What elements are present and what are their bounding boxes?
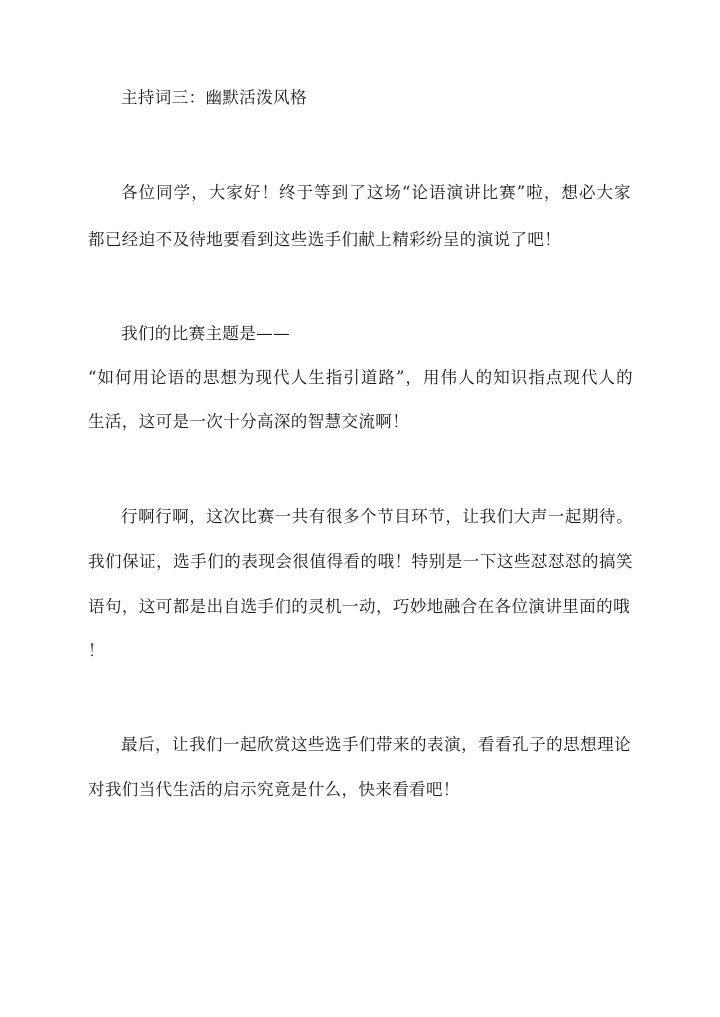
paragraph-line: 语句，这可都是出自选手们的灵机一动，巧妙地融合在各位演讲里面的哦 — [88, 597, 630, 616]
paragraph-line: 生活，这可是一次十分高深的智慧交流啊！ — [88, 412, 410, 431]
paragraph-line: 行啊行啊，这次比赛一共有很多个节目环节，让我们大声一起期待。 — [121, 507, 633, 526]
paragraph-line: “如何用论语的思想为现代人生指引道路”，用伟人的知识指点现代人的 — [88, 368, 633, 387]
paragraph-line: ！ — [88, 641, 105, 660]
paragraph-line: 我们保证，选手们的表现会很值得看的哦！特别是一下这些怼怼怼的搞笑 — [88, 552, 633, 571]
paragraph-line: 各位同学，大家好！终于等到了这场“论语演讲比赛”啦，想必大家 — [121, 183, 631, 202]
page-title: 主持词三：幽默活泼风格 — [121, 88, 307, 107]
paragraph-line: 最后，让我们一起欣赏这些选手们带来的表演，看看孔子的思想理论 — [121, 735, 631, 754]
paragraph-line: 对我们当代生活的启示究竟是什么，快来看看吧！ — [88, 780, 460, 799]
paragraph-line: 我们的比赛主题是—— — [121, 324, 290, 343]
paragraph-line: 都已经迫不及待地要看到这些选手们献上精彩纷呈的演说了吧！ — [88, 230, 562, 249]
